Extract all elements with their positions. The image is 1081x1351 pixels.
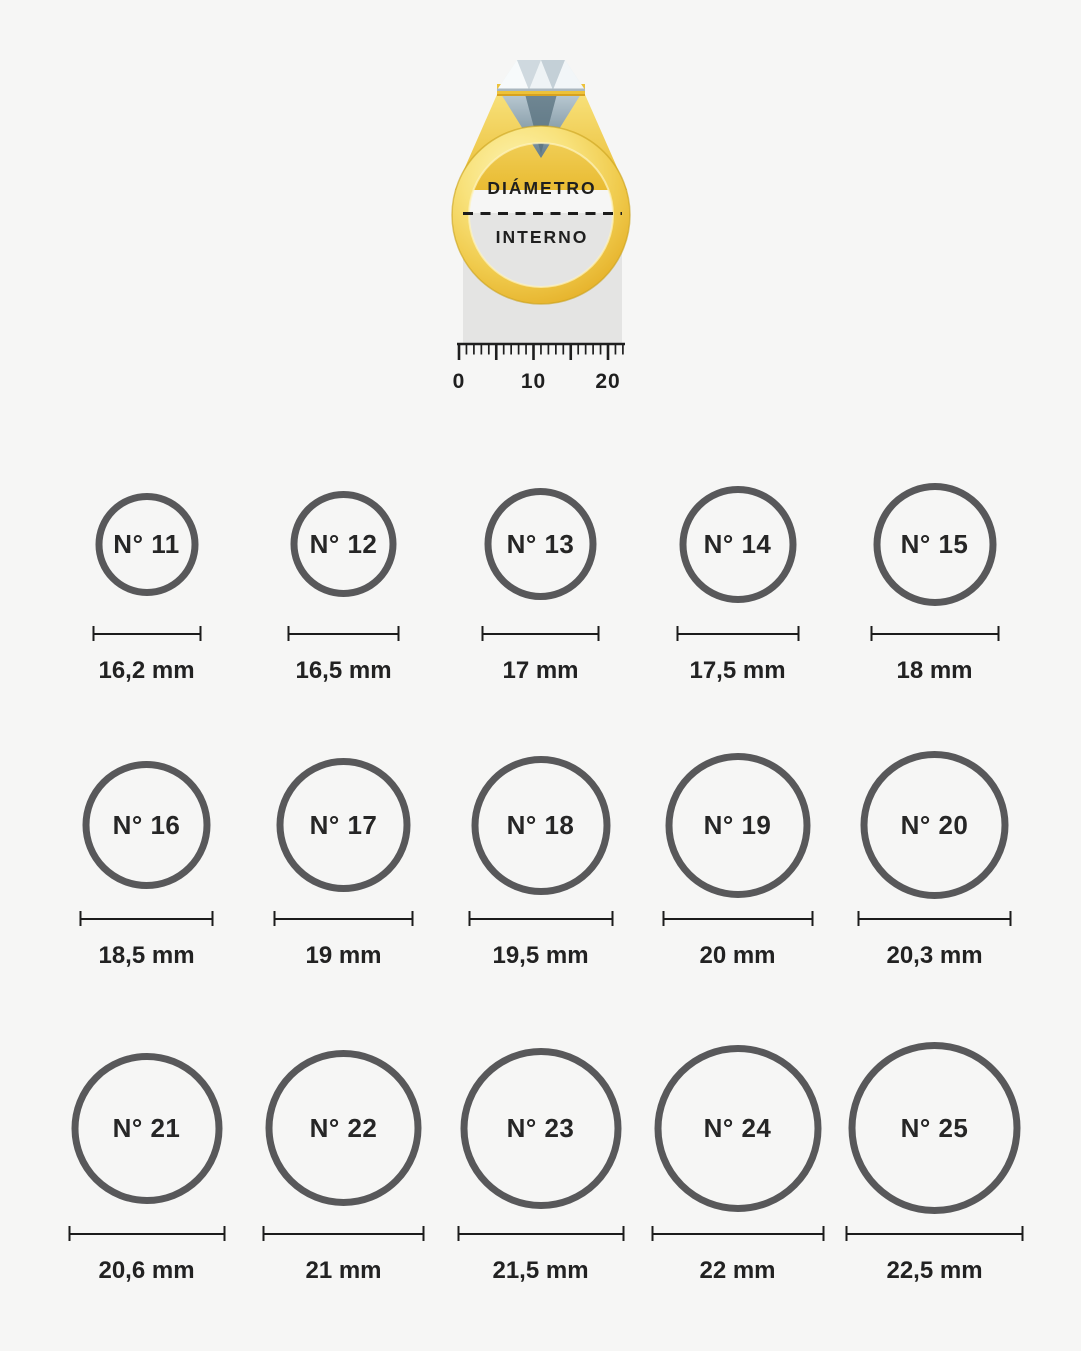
ring-size-circle	[71, 1053, 222, 1204]
ring-size-circle	[291, 491, 397, 597]
circle-wrap	[266, 1030, 422, 1226]
circle-wrap	[471, 739, 610, 911]
ring-size-item	[442, 462, 639, 685]
diamond-crown	[497, 60, 585, 91]
ring-size-item	[836, 462, 1033, 685]
diameter-value-label: 17 mm	[502, 657, 579, 684]
ruler-label-10: 10	[520, 370, 546, 393]
ring-size-item	[48, 739, 245, 970]
ring-size-label: N° 15	[900, 528, 969, 559]
ring-size-label: N° 22	[309, 1112, 378, 1143]
ruler-ticks	[459, 344, 623, 360]
ring-size-item	[442, 739, 639, 970]
ring-size-item	[836, 1030, 1033, 1285]
ring-size-circle	[266, 1050, 422, 1206]
ring-diamond-illustration	[421, 40, 661, 400]
diameter-measure-line	[858, 911, 1012, 926]
ring-size-label: N° 14	[703, 528, 772, 559]
ring-size-item	[48, 462, 245, 685]
ruler-label-0: 0	[452, 370, 465, 393]
diameter-measure-line	[457, 1226, 624, 1241]
ring-size-label: N° 21	[112, 1112, 181, 1143]
ring-size-item	[245, 1030, 442, 1285]
diameter-value-label: 20,6 mm	[98, 1257, 195, 1284]
ring-size-item	[245, 739, 442, 970]
ring-illustration	[421, 40, 661, 400]
diameter-measure-line	[870, 626, 999, 641]
ring-size-item	[639, 739, 836, 970]
diameter-measure-line	[80, 911, 214, 926]
ring-size-label: N° 17	[309, 809, 378, 840]
diameter-measure-line	[662, 911, 813, 926]
circle-wrap	[873, 462, 996, 626]
diameter-value-label: 19 mm	[305, 942, 382, 969]
diameter-value-label: 17,5 mm	[689, 657, 786, 684]
circle-wrap	[861, 739, 1009, 911]
ring-size-row	[48, 462, 1033, 685]
ring-size-circle	[460, 1048, 621, 1209]
ring-size-item	[836, 739, 1033, 970]
ring-size-circle	[485, 488, 597, 600]
diameter-value-label: 18 mm	[896, 657, 973, 684]
ring-size-label: N° 23	[506, 1112, 575, 1143]
ring-size-circle	[665, 753, 810, 898]
diameter-measure-line	[846, 1226, 1024, 1241]
circle-wrap	[71, 1030, 222, 1226]
ring-size-item	[639, 462, 836, 685]
diameter-value-label: 22 mm	[699, 1257, 776, 1284]
ring-size-row	[48, 1030, 1033, 1285]
diameter-measure-line	[263, 1226, 425, 1241]
circle-wrap	[679, 462, 796, 626]
diameter-value-label: 19,5 mm	[492, 942, 589, 969]
circle-wrap	[485, 462, 597, 626]
diameter-value-label: 21 mm	[305, 1257, 382, 1284]
ring-sizes-grid	[48, 462, 1033, 1285]
diameter-value-label: 20,3 mm	[886, 942, 983, 969]
ring-size-circle	[83, 761, 211, 889]
ring-size-circle	[861, 751, 1009, 899]
diameter-measure-line	[651, 1226, 824, 1241]
ring-size-circle	[849, 1042, 1021, 1214]
ring-size-label: N° 12	[309, 528, 378, 559]
ring-size-label: N° 25	[900, 1112, 969, 1143]
ring-size-label: N° 13	[506, 528, 575, 559]
ring-size-item	[48, 1030, 245, 1285]
ring-size-label: N° 16	[112, 809, 181, 840]
diameter-measure-line	[482, 626, 600, 641]
diameter-value-label: 16,2 mm	[98, 657, 195, 684]
circle-wrap	[291, 462, 397, 626]
diameter-measure-line	[92, 626, 201, 641]
diameter-measure-line	[274, 911, 414, 926]
diameter-value-label: 21,5 mm	[492, 1257, 589, 1284]
circle-wrap	[277, 739, 411, 911]
circle-wrap	[460, 1030, 621, 1226]
ring-size-item	[442, 1030, 639, 1285]
ruler	[452, 344, 624, 393]
ring-size-circle	[873, 483, 996, 606]
ruler-label-20: 20	[594, 370, 621, 393]
ring-size-label: N° 24	[703, 1112, 772, 1143]
circle-wrap	[849, 1030, 1021, 1226]
ring-size-item	[245, 462, 442, 685]
diameter-measure-line	[676, 626, 799, 641]
diameter-measure-line	[288, 626, 400, 641]
circle-wrap	[654, 1030, 821, 1226]
circle-wrap	[95, 462, 198, 626]
ring-size-label: N° 19	[703, 809, 772, 840]
ring-size-circle	[471, 756, 610, 895]
ring-size-label: N° 18	[506, 809, 575, 840]
circle-wrap	[83, 739, 211, 911]
ring-size-row	[48, 739, 1033, 970]
diameter-measure-line	[68, 1226, 225, 1241]
diameter-value-label: 18,5 mm	[98, 942, 195, 969]
ring-size-label: N° 20	[900, 809, 969, 840]
ring-size-circle	[679, 486, 796, 603]
ring-size-label: N° 11	[113, 528, 180, 559]
diameter-value-label: 16,5 mm	[295, 657, 392, 684]
ring-size-item	[639, 1030, 836, 1285]
diameter-measure-line	[468, 911, 613, 926]
ring-label-diametro: DIÁMETRO	[486, 178, 597, 198]
ring-size-circle	[654, 1045, 821, 1212]
ring-size-circle	[95, 493, 198, 596]
circle-wrap	[665, 739, 810, 911]
diameter-value-label: 20 mm	[699, 942, 776, 969]
diameter-value-label: 22,5 mm	[886, 1257, 983, 1284]
ring-label-interno: INTERNO	[495, 227, 588, 247]
ring-size-circle	[277, 758, 411, 892]
